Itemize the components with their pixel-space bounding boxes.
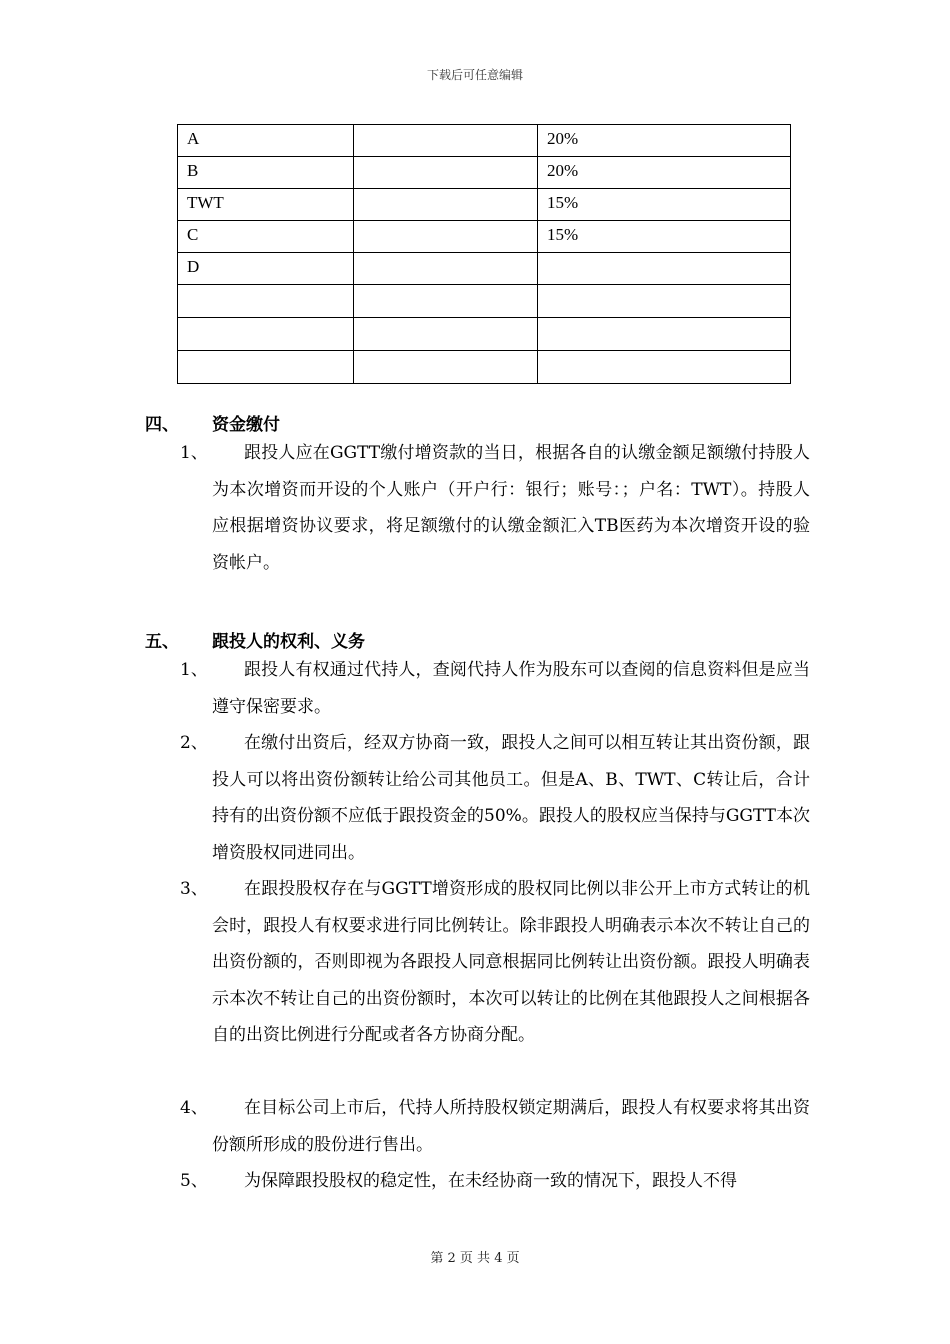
item-number: 4、: [180, 1098, 208, 1118]
section-number: 五、: [145, 632, 179, 652]
table-cell: [354, 125, 538, 157]
table-cell: [354, 221, 538, 253]
table-row: [178, 351, 791, 384]
page-header: 下载后可任意编辑: [426, 68, 523, 82]
section-heading-funding: [145, 410, 280, 435]
item-number: 2、: [180, 733, 208, 753]
table-cell: [538, 318, 791, 351]
table-cell: [538, 253, 791, 285]
table-cell: [354, 285, 538, 318]
item-number: 3、: [180, 879, 208, 899]
table-row: [178, 189, 791, 221]
table-row: [178, 318, 791, 351]
table-cell: A: [178, 125, 354, 157]
item-text: 为保障跟投股权的稳定性，在未经协商一致的情况下，跟投人不得: [244, 1171, 737, 1191]
table-cell: [178, 285, 354, 318]
item-text: 在目标公司上市后，代持人所持股权锁定期满后，跟投人有权要求将其出资份额所形成的股份进行售出。: [212, 1098, 810, 1155]
table-cell: 15%: [538, 221, 791, 253]
item-text: 在跟投股权存在与GGTT增资形成的股权同比例以非公开上市方式转让的机会时，跟投人有权要求进行同比例转让。除非跟投人明确表示本次不转让自己的出资份额的，否则即视为各跟投人同意根据同比例转让出资份额。跟投人明确表示本次不转让自己的出资份额时，本次可以转让的比例在其他跟投人之间根据各自的出资比例进行分配或者各方协商分配。: [212, 879, 810, 1045]
item-number: 5、: [180, 1171, 208, 1191]
table-cell: [354, 189, 538, 221]
table-row: [178, 125, 791, 157]
table-cell: [538, 285, 791, 318]
section-heading-rights: [145, 627, 365, 652]
table-cell: C: [178, 221, 354, 253]
shareholding-table: [177, 124, 791, 384]
section-title: 跟投人的权利、义务: [212, 632, 365, 652]
table-row: [178, 221, 791, 253]
section-number: 四、: [145, 415, 179, 435]
list-item: [180, 871, 810, 1054]
table-cell: 20%: [538, 125, 791, 157]
table-cell: [178, 318, 354, 351]
table-cell: [354, 318, 538, 351]
table-row: [178, 253, 791, 285]
list-item: [180, 725, 810, 871]
item-number: 1、: [180, 443, 208, 463]
table-cell: [178, 351, 354, 384]
table-cell: B: [178, 157, 354, 189]
list-item: [180, 435, 810, 581]
list-item: [180, 1163, 810, 1200]
list-item: [180, 1090, 810, 1163]
item-text: 在缴付出资后，经双方协商一致，跟投人之间可以相互转让其出资份额，跟投人可以将出资份额转让给公司其他员工。但是A、B、TWT、C转让后，合计持有的出资份额不应低于跟投资金的50%。跟投人的股权应当保持与GGTT本次增资股权同进同出。: [212, 733, 810, 863]
table-cell: [354, 253, 538, 285]
list-item: [180, 652, 810, 725]
table-cell: [538, 351, 791, 384]
page-footer: 第 2 页 共 4 页: [430, 1251, 520, 1266]
table-cell: [354, 351, 538, 384]
section-title: 资金缴付: [212, 415, 280, 435]
table-cell: 20%: [538, 157, 791, 189]
table-cell: 15%: [538, 189, 791, 221]
table-cell: [354, 157, 538, 189]
item-number: 1、: [180, 660, 208, 680]
table-cell: TWT: [178, 189, 354, 221]
table-row: [178, 285, 791, 318]
table-cell: D: [178, 253, 354, 285]
item-text: 跟投人有权通过代持人，查阅代持人作为股东可以查阅的信息资料但是应当遵守保密要求。: [212, 660, 810, 717]
table-row: [178, 157, 791, 189]
item-text: 跟投人应在GGTT缴付增资款的当日，根据各自的认缴金额足额缴付持股人为本次增资而开设的个人账户（开户行：银行；账号：；户名：TWT）。持股人应根据增资协议要求，将足额缴付的认缴金额汇入TB医药为本次增资开设的验资帐户。: [212, 443, 810, 573]
